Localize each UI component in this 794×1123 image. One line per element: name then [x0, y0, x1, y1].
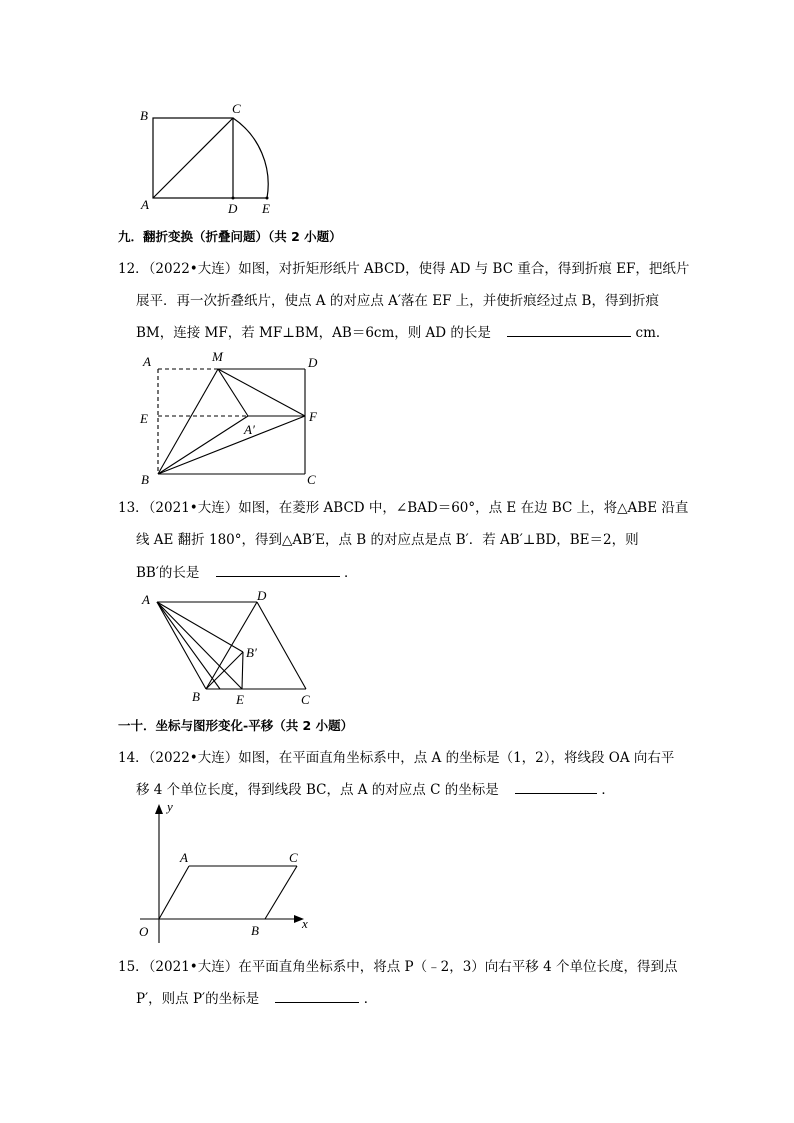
q13-label-B-prime: B′: [246, 645, 257, 660]
q15-line1: 15．（2021•大连）在平面直角坐标系中，将点 P（﹣2，3）向右平移 4 个单位长度，得到点: [118, 959, 678, 975]
q14-end: ．: [601, 782, 615, 798]
q14-label-A: A: [180, 850, 188, 865]
q13-line1: 13．（2021•大连）如图，在菱形 ABCD 中，∠BAD＝60°，点 E 在边 BC 上，将△ABE 沿直: [118, 500, 689, 516]
q12-line2: 展平．再一次折叠纸片，使点 A 的对应点 A′落在 EF 上，并使折痕经过点 B，得到折痕: [136, 293, 659, 309]
q14-line2-text: 移 4 个单位长度，得到线段 BC，点 A 的对应点 C 的坐标是: [136, 782, 499, 798]
label-C: C: [232, 101, 241, 116]
q12-line3-text: BM，连接 MF，若 MF⊥BM，AB＝6cm，则 AD 的长是: [136, 325, 491, 341]
q14-label-O: O: [139, 924, 149, 939]
q13-label-E: E: [236, 692, 244, 707]
label-A: A: [141, 197, 149, 212]
q12-line1: 12．（2022•大连）如图，对折矩形纸片 ABCD，使得 AD 与 BC 重合，得到折痕 EF，把纸片: [118, 261, 690, 277]
q13-line3-text: BB′的长是: [136, 565, 200, 581]
q13-label-A: A: [142, 592, 150, 607]
q15-end: ．: [363, 991, 378, 1007]
q15-answer-blank[interactable]: [275, 988, 359, 1003]
q12-label-C: C: [307, 472, 316, 487]
q12-label-A: A: [143, 354, 151, 369]
label-B: B: [140, 108, 148, 123]
q12-label-M: M: [212, 349, 223, 364]
section-10-title: 一十．坐标与图形变化-平移（共 2 小题）: [118, 718, 354, 733]
label-D: D: [228, 201, 238, 216]
q14-label-C: C: [289, 850, 298, 865]
q12-label-F: F: [309, 409, 317, 424]
q14-label-B: B: [251, 923, 259, 938]
q14-line1: 14．（2022•大连）如图，在平面直角坐标系中，点 A 的坐标是（1，2），将线段 OA 向右平: [118, 750, 675, 766]
q14-label-y: y: [167, 799, 173, 814]
q12-label-B: B: [141, 472, 149, 487]
q14-label-x: x: [302, 916, 308, 931]
q15-line2: [136, 988, 377, 1009]
label-E: E: [262, 201, 270, 216]
q15-line2-text: P′，则点 P′的坐标是: [136, 991, 260, 1007]
q12-unit: cm．: [635, 325, 670, 341]
q12-label-A-prime: A′: [244, 422, 255, 437]
q13-label-C: C: [301, 692, 310, 707]
section-9-title: 九．翻折变换（折叠问题）（共 2 小题）: [118, 229, 342, 244]
q13-line2: 线 AE 翻折 180°，得到△AB′E，点 B 的对应点是点 B′．若 AB′⊥BD，BE＝2，则: [136, 532, 639, 548]
q13-end: ．: [344, 565, 358, 581]
q12-label-D: D: [308, 355, 318, 370]
q13-label-D: D: [257, 588, 267, 603]
q12-label-E: E: [140, 411, 148, 426]
q13-label-B: B: [192, 689, 200, 704]
